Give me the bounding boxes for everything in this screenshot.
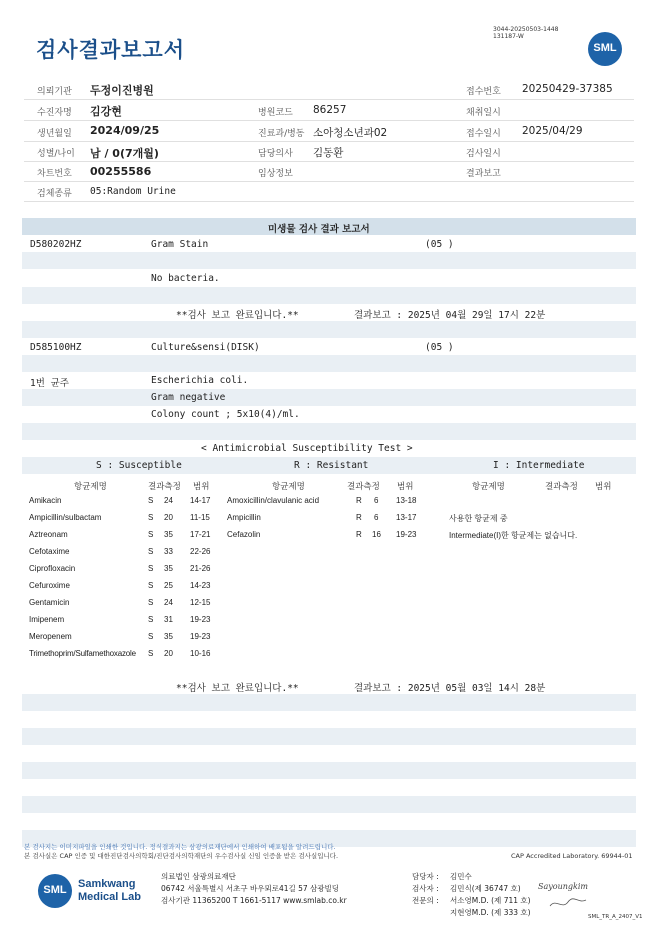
row-band — [22, 287, 636, 304]
complete-message-2: **검사 보고 완료입니다.** — [176, 683, 299, 694]
legend-intermediate: I : Intermediate — [493, 460, 585, 471]
ast-range: 19-23 — [190, 632, 211, 641]
dob-value: 2024/09/25 — [90, 124, 160, 137]
org-address: 06742 서울특별시 서초구 바우뫼로41길 57 삼광빌딩 — [161, 884, 340, 893]
chart-no-label: 차트번호 — [37, 169, 72, 179]
ast-title: < Antimicrobial Susceptibility Test > — [201, 443, 413, 454]
sex-age-label: 성별/나이 — [37, 149, 75, 159]
ast-value: 35 — [164, 632, 173, 641]
document-code-line1: 3044-20250503-1448 — [493, 26, 559, 33]
ast-drug: Ampicillin/sulbactam — [29, 513, 102, 522]
col2-result-header: 결과측정 — [347, 482, 380, 492]
ast-value: 31 — [164, 615, 173, 624]
divider — [24, 181, 634, 182]
isolate-gram: Gram negative — [151, 392, 226, 403]
receipt-no-label: 접수번호 — [466, 87, 501, 97]
examiner-label: 검사자 : — [412, 884, 439, 893]
ast-range: 22-26 — [190, 547, 211, 556]
ast-result: S — [148, 649, 154, 658]
ast-value: 6 — [374, 513, 379, 522]
logo-text: SML — [43, 884, 67, 896]
row-band — [22, 423, 636, 440]
ast-result: S — [148, 632, 154, 641]
staff-label: 담당자 : — [412, 872, 439, 881]
doctor-value: 김동환 — [313, 147, 344, 159]
name-label: 수진자명 — [37, 108, 72, 118]
legend-susceptible: S : Susceptible — [96, 460, 182, 471]
hosp-code-label: 병원코드 — [258, 108, 293, 118]
test1-name: Gram Stain — [151, 239, 209, 250]
page-title: 검사결과보고서 — [36, 38, 186, 62]
ast-drug: Meropenem — [29, 632, 72, 641]
ast-drug: Cefotaxime — [29, 547, 70, 556]
row-band — [22, 355, 636, 372]
row-band — [22, 796, 636, 813]
ast-range: 13-18 — [396, 496, 417, 505]
ast-value: 20 — [164, 649, 173, 658]
ast-result: S — [148, 530, 154, 539]
specialist-2: 지현영M.D. (제 333 호) — [450, 908, 531, 917]
specialist-1: 서소영M.D. (제 711 호) — [450, 896, 531, 905]
chart-no-value: 00255586 — [90, 165, 152, 178]
ast-range: 11-15 — [190, 513, 210, 522]
col1-drug-header: 항균제명 — [74, 482, 107, 492]
hospital-value: 두정이진병원 — [90, 84, 154, 97]
hospital-label: 의뢰기관 — [37, 87, 72, 97]
ast-drug: Aztreonam — [29, 530, 68, 539]
specimen-value: 05:Random Urine — [90, 186, 176, 197]
brand-line2: Medical Lab — [78, 891, 141, 903]
specialist-signature-icon — [548, 894, 588, 912]
divider — [24, 201, 634, 202]
footnote-accreditation: 본 검사실은 CAP 인증 및 대한진단검사의학회/진단검사의학재단의 우수검사실 신임 인증을 받은 검사실입니다. — [24, 852, 339, 860]
ast-range: 12-15 — [190, 598, 211, 607]
ast-drug: Ciprofloxacin — [29, 564, 76, 573]
test-date-label: 검사일시 — [466, 149, 501, 159]
section-title: 미생물 검사 결과 보고서 — [268, 224, 370, 235]
document-code-line2: 131187-W — [493, 33, 524, 40]
ast-result: S — [148, 564, 154, 573]
dept-value: 소아청소년과02 — [313, 127, 388, 139]
doctor-label: 담당의사 — [258, 149, 293, 159]
sex-age-value: 남 / 0(7개월) — [90, 147, 159, 160]
test2-specimen: (05 ) — [425, 342, 454, 353]
ast-drug: Amoxicillin/clavulanic acid — [227, 496, 320, 505]
ast-result: S — [148, 615, 154, 624]
row-band — [22, 728, 636, 745]
examiner-signature: Sayoungkim — [538, 882, 589, 891]
intermediate-note-2: Intermediate(I)한 항균제는 없습니다. — [449, 531, 578, 540]
footnote-image-print: 본 검사지는 이미지파일을 인쇄한 것입니다. 정식결과지는 삼광의료재단에서 인쇄하여 배포됨을 알려드립니다. — [24, 843, 336, 851]
test1-code: D580202HZ — [30, 239, 82, 250]
test1-specimen: (05 ) — [425, 239, 454, 250]
dob-label: 생년월일 — [37, 129, 72, 139]
ast-result: S — [148, 513, 154, 522]
clinical-label: 임상정보 — [258, 169, 293, 179]
specimen-label: 검체종류 — [37, 189, 72, 199]
col1-result-header: 결과측정 — [148, 482, 181, 492]
col3-result-header: 결과측정 — [545, 482, 578, 492]
ast-value: 33 — [164, 547, 173, 556]
row-band — [22, 762, 636, 779]
ast-range: 14-23 — [190, 581, 211, 590]
ast-result: R — [356, 496, 362, 505]
ast-drug: Gentamicin — [29, 598, 70, 607]
isolate-label: 1번 균주 — [30, 378, 69, 389]
brand-line1: Samkwang — [78, 878, 136, 890]
sml-logo-icon — [38, 874, 72, 908]
form-code: SML_TR_A_2407_V1 — [588, 914, 643, 920]
isolate-count: Colony count ; 5x10(4)/ml. — [151, 409, 300, 420]
examiner-value: 김민식(제 36747 호) — [450, 884, 521, 893]
ast-drug: Cefuroxime — [29, 581, 70, 590]
dept-label: 진료과/병동 — [258, 129, 305, 139]
receipt-no-value: 20250429-37385 — [522, 83, 613, 95]
receipt-date-label: 접수일시 — [466, 129, 501, 139]
divider — [24, 141, 634, 142]
name-value: 김강현 — [90, 105, 122, 118]
ast-drug: Ampicillin — [227, 513, 261, 522]
row-band — [22, 252, 636, 269]
legend-resistant: R : Resistant — [294, 460, 369, 471]
test2-code: D585100HZ — [30, 342, 82, 353]
isolate-organism: Escherichia coli. — [151, 375, 249, 386]
ast-value: 6 — [374, 496, 379, 505]
ast-range: 21-26 — [190, 564, 211, 573]
complete-message-1: **검사 보고 완료입니다.** — [176, 310, 299, 321]
ast-drug: Imipenem — [29, 615, 65, 624]
row-band — [22, 389, 636, 406]
ast-value: 20 — [164, 513, 173, 522]
ast-range: 13-17 — [396, 513, 417, 522]
specialist-label: 전문의 : — [412, 896, 439, 905]
ast-value: 24 — [164, 496, 173, 505]
col3-drug-header: 항균제명 — [472, 482, 505, 492]
ast-value: 16 — [372, 530, 381, 539]
brand-name — [78, 878, 141, 904]
col2-drug-header: 항균제명 — [272, 482, 305, 492]
complete-time-2: 결과보고 : 2025년 05월 03일 14시 28분 — [354, 683, 546, 694]
ast-result: S — [148, 547, 154, 556]
ast-range: 10-16 — [190, 649, 211, 658]
col3-range-header: 범위 — [595, 482, 612, 492]
divider — [24, 161, 634, 162]
ast-range: 14-17 — [190, 496, 211, 505]
document-code — [493, 26, 558, 40]
ast-result: S — [148, 581, 154, 590]
row-band — [22, 321, 636, 338]
test2-name: Culture&sensi(DISK) — [151, 342, 260, 353]
ast-range: 17-21 — [190, 530, 211, 539]
report-label: 결과보고 — [466, 169, 501, 179]
ast-value: 24 — [164, 598, 173, 607]
ast-range: 19-23 — [396, 530, 417, 539]
divider — [24, 99, 634, 100]
row-band — [22, 694, 636, 711]
sml-logo-icon — [588, 32, 622, 66]
col2-range-header: 범위 — [397, 482, 414, 492]
ast-result: S — [148, 598, 154, 607]
logo-text: SML — [593, 42, 617, 54]
ast-result: R — [356, 513, 362, 522]
ast-value: 25 — [164, 581, 173, 590]
intermediate-note-1: 사용한 항균제 중 — [449, 514, 508, 523]
hosp-code-value: 86257 — [313, 104, 347, 116]
ast-result: S — [148, 496, 154, 505]
test1-result: No bacteria. — [151, 273, 220, 284]
ast-drug: Cefazolin — [227, 530, 261, 539]
divider — [24, 120, 634, 121]
ast-value: 35 — [164, 530, 173, 539]
ast-result: R — [356, 530, 362, 539]
staff-value: 김민수 — [450, 872, 472, 881]
ast-range: 19-23 — [190, 615, 211, 624]
complete-time-1: 결과보고 : 2025년 04월 29일 17시 22분 — [354, 310, 546, 321]
ast-drug: Amikacin — [29, 496, 62, 505]
receipt-date-value: 2025/04/29 — [522, 125, 583, 137]
org-name: 의료법인 삼광의료재단 — [161, 872, 236, 881]
col1-range-header: 범위 — [193, 482, 210, 492]
cap-accreditation: CAP Accredited Laboratory. 69944-01 — [511, 852, 633, 860]
collect-date-label: 채취일시 — [466, 108, 501, 118]
org-contact: 검사기관 11365200 T 1661-5117 www.smlab.co.kr — [161, 896, 347, 905]
ast-value: 35 — [164, 564, 173, 573]
ast-drug: Trimethoprim/Sulfamethoxazole — [29, 649, 136, 658]
